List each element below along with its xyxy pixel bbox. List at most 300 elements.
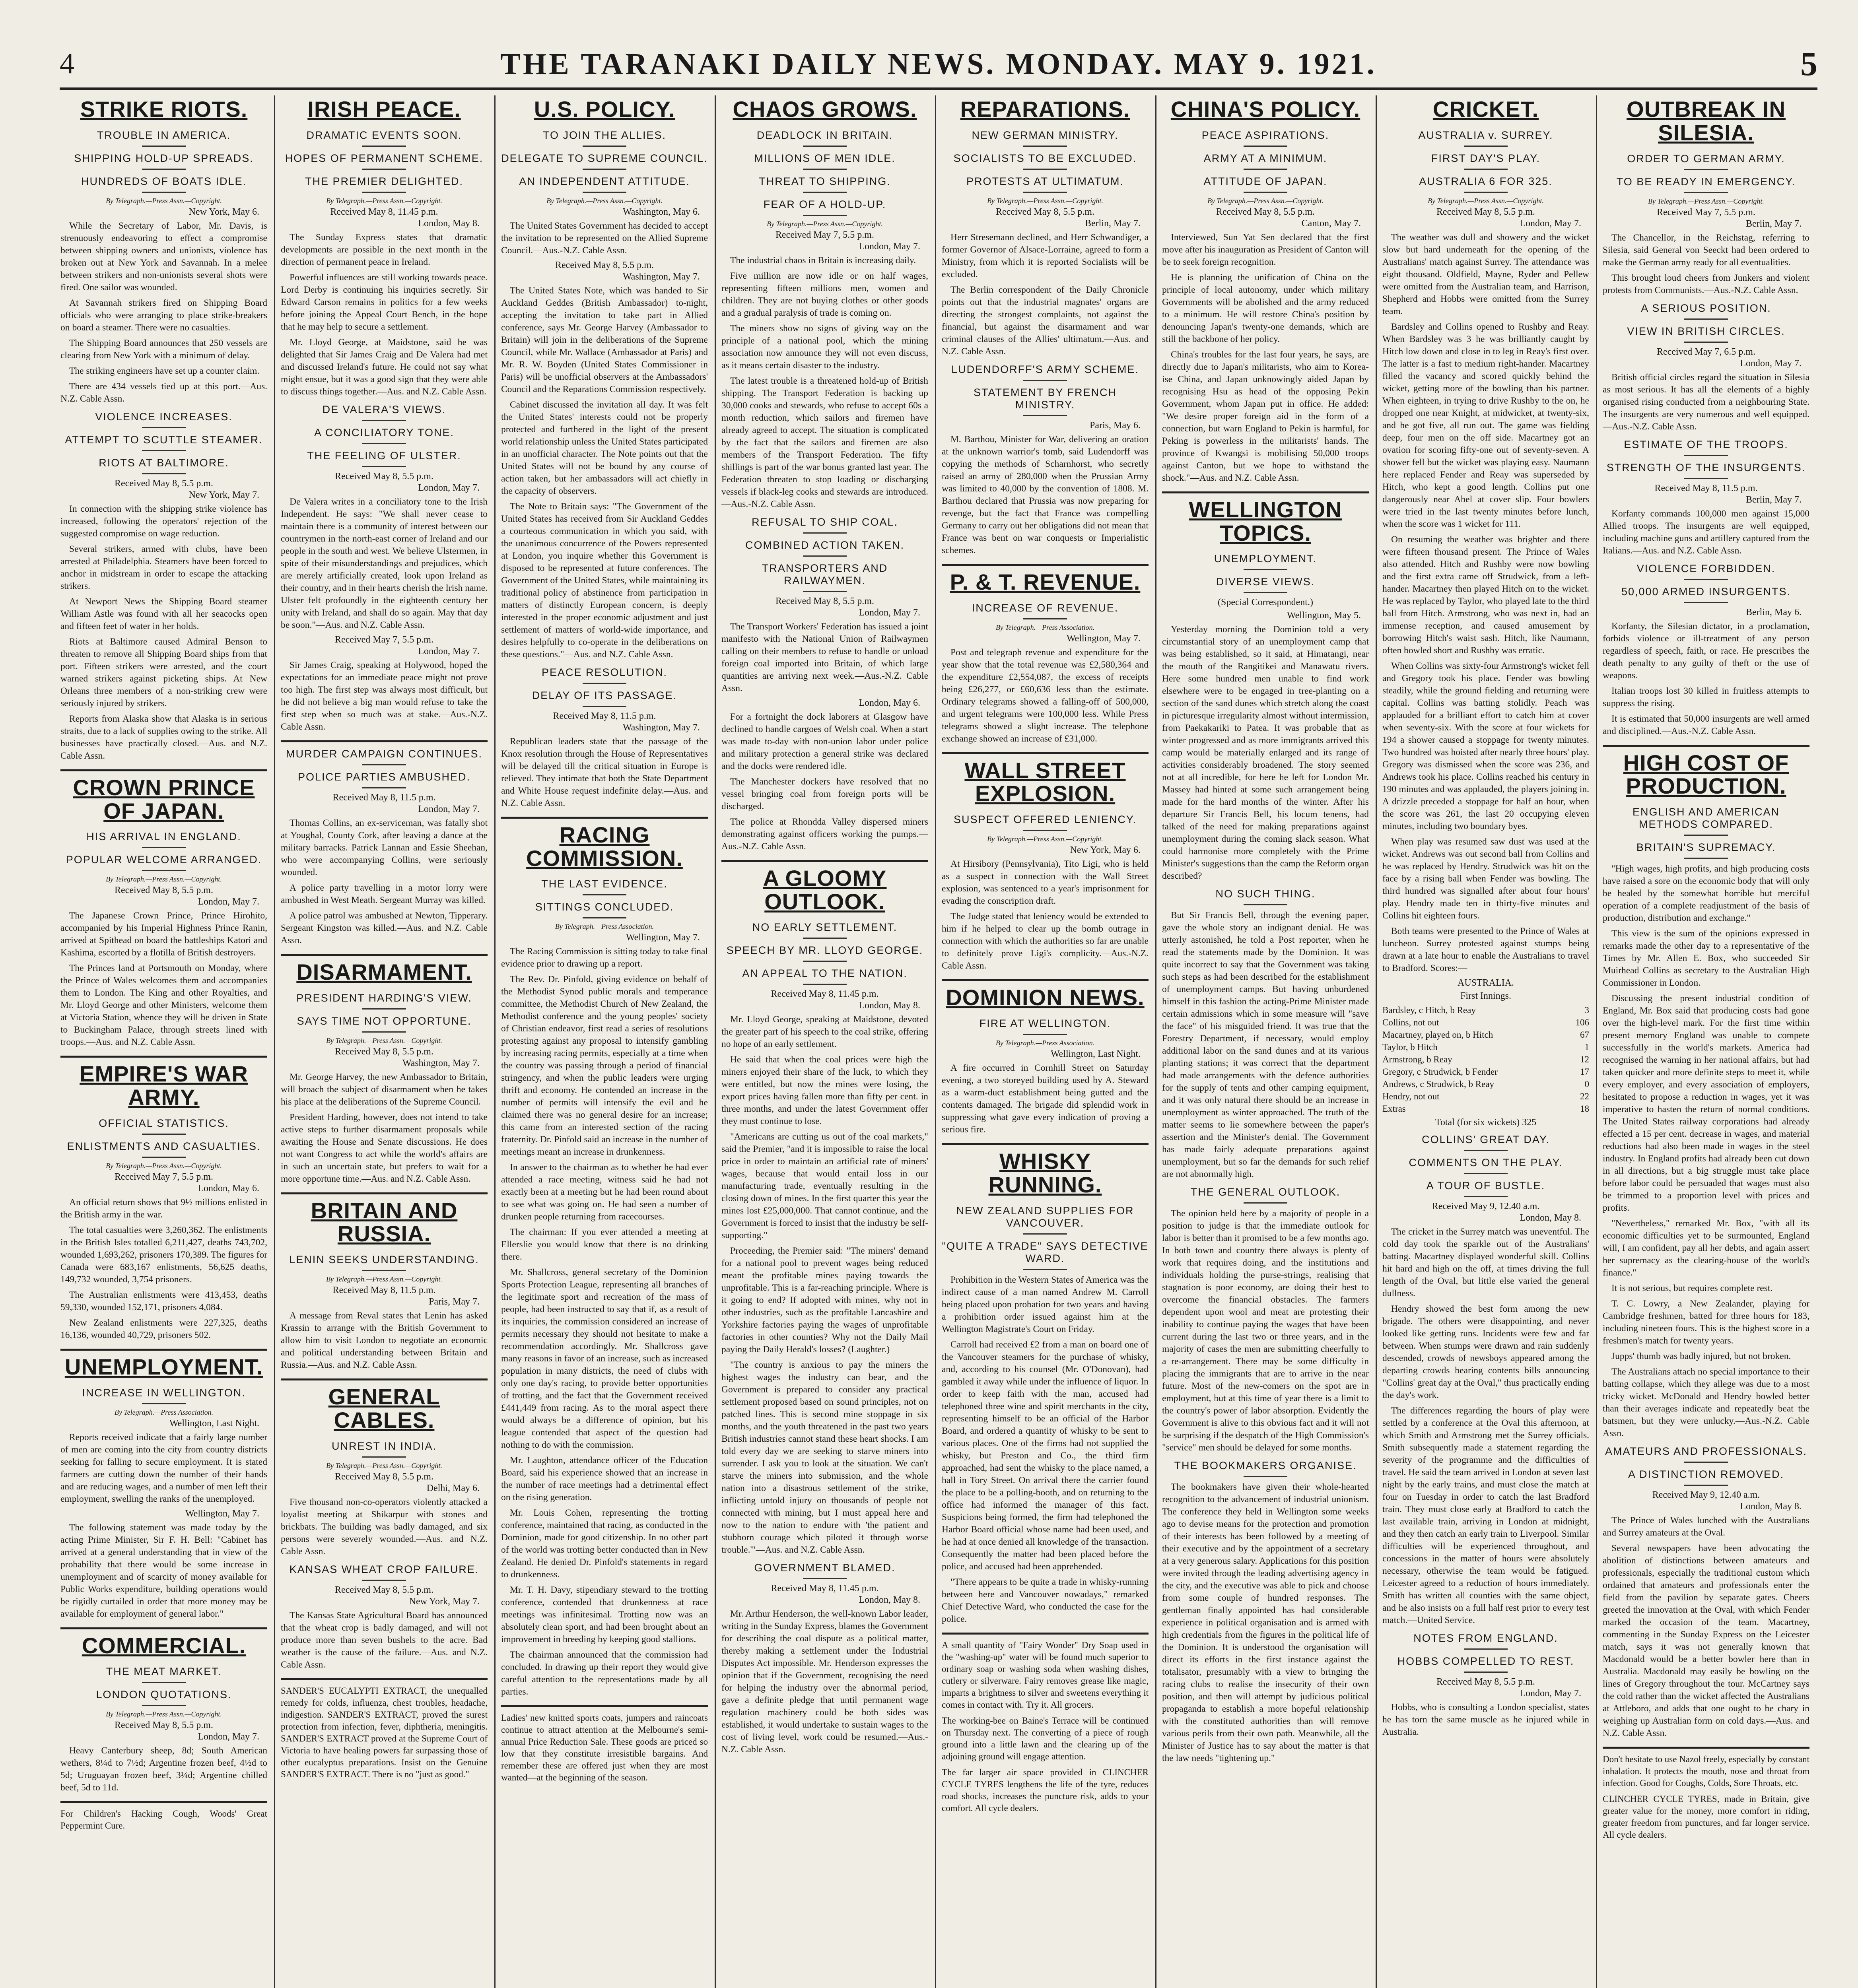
subheadline: FIRST DAY'S PLAY. [1431,152,1541,164]
short-rule [1464,1672,1508,1673]
paragraph: The Australians attach no special importance to their batting collapse, which they allege was due to a most tricky wicket. McDonald and Hendry bowled better than their averages indicate and repeatedly beat the batsmen, but they were unlucky.—Aus.-N.Z. Cable Assn. [1603,1367,1809,1439]
dateline-place: London, May 8. [859,1595,920,1606]
short-rule [362,1456,406,1458]
centered-line: First Innings. [1460,990,1511,1001]
dateline-received: Received May 9, 12.40 a.m. [1652,1490,1760,1501]
paragraph: China's troubles for the last four years, he says, are directly due to Japan's militarists, who aim to Korea-ise China, and Japan unknowingly aided Japan by recognising Hsu as head of the opposing Pekin Government, whom Japan put in office. He added: "We desire proper foreign aid in the form of a connection, but warn England to Pekin is harmful, for Peking is powerless in the militarists' hands. The province of Kwangsi is mobilising 50,000 troops against Canton, but we hope to withstand the shock."—Aus. and N.Z. Cable Assn. [1162,349,1369,483]
paragraph: A message from Reval states that Lenin has asked Krassin to arrange with the British Government to allow him to visit London to negotiate an economic and political understanding between Britain and Russia.—Aus. and N.Z. Cable Assn. [281,1310,488,1371]
paragraph: The police at Rhondda Valley dispersed miners demonstrating against officers working the pumps.—Aus.-N.Z. Cable Assn. [721,816,928,852]
dateline-place: Washington, May 7. [622,722,700,733]
advertisement: A small quantity of "Fairy Wonder" Dry Soap used in the "washing-up" water will be found much superior to ordinary soap or washing soda when washing dishes, cutlery or silverware. Fairy removes grease like magic, imparts a brightness to silver and sweetens everything it comes in contact with. Try it. All grocers. [942,1640,1149,1710]
dateline-place: London, May 7. [1520,218,1581,229]
short-rule [1023,1269,1067,1270]
dateline-place: Delhi, May 6. [426,1483,480,1493]
short-rule [1684,478,1728,479]
dateline-place: New York, May 6. [1070,845,1141,856]
section-rule [281,1678,488,1680]
dateline-received: Received May 8, 5.5 p.m. [1436,1676,1535,1687]
paragraph: The Sunday Express states that dramatic developments are possible in the next month in the direction of permanent peace in Ireland. [281,232,488,267]
short-rule [583,917,626,918]
subheadline: STRENGTH OF THE INSURGENTS. [1606,461,1806,474]
paragraph: Republican leaders state that the passage of the Knox resolution through the House of Representatives will be delayed till the critical situation in Europe is relieved. They intimate that both the State Department and White House request indefinite delay.—Aus. and N.Z. Cable Assn. [501,736,708,808]
paragraph: Several newspapers have been advocating the abolition of distinctions between amateurs and professionals, especially the traditional custom which ordained that amateurs and professionals enter the field from the pavilion by separate gates. Cheers greeted the innovation at the Oval, with which Fender marked the occasion of the team. Macartney, commenting in the Sunday Express on the Leicester match, says it was not generally known that Macdonald would be a better bowler here than in Australia. Macdonald may easily be bowling on the lines of Gregory throughout the tour. McCartney says the cold rather than the wicket affected the Australians at Attleboro, and adds that one ought to be chary in weighing up Australian form on cold days.—Aus. and N.Z. Cable Assn. [1603,1543,1809,1739]
paragraph: Riots at Baltimore caused Admiral Benson to threaten to remove all Shipping Board ships from that port. Fifteen strikers were arrested, and the court warned strikers against picketing ships. At New Orleans three members of a non-striking crew were seriously injured by strikers. [60,636,267,709]
subheadline: INCREASE OF REVENUE. [972,602,1119,614]
paragraph: "Nevertheless," remarked Mr. Box, "with all its economic difficulties yet to be surmounted, England will, I am confident, pay all her debts, and again assert her supremacy as the clearing-house of the world's finance." [1603,1218,1809,1278]
paragraph: The differences regarding the hours of play were settled by a conference at the Oval this afternoon, at which Smith and Armstrong met the Surrey officials. Smith subsequently made a statement regarding the severity of the programme and the difficulties of travel. He said the team arrived in London at seven last night by the early trains, and must close the match at four on Tuesday in order to catch the last Bradford train. They must close early at Bradford to catch the last available train, arriving in London at midnight, and they then catch an early train to Liverpool. Similar difficulties will be experienced throughout, and concessions in the matter of hours were absolutely necessary, otherwise the team would be fatigued. Leicester agreed to a reduction of hours immediately. Smith has written all counties with the same object, and he also insists on a full half rest prior to every test match.—United Service. [1382,1405,1589,1625]
byline: By Telegraph.—Press Assn.—Copyright. [546,196,663,205]
batsman: Andrews, c Strudwick, b Reay [1382,1079,1495,1089]
paragraph: An official return shows that 9½ millions enlisted in the British army in the war. [60,1197,267,1220]
subheadline: SUSPECT OFFERED LENIENCY. [953,813,1137,826]
advertisement: CLINCHER CYCLE TYRES, made in Britain, give greater value for the money, more comfort in riding, greater freedom from punctures, and far longer service. All cycle dealers. [1603,1794,1809,1840]
scorecard-row [1382,1103,1589,1115]
paragraph: President Harding, however, does not intend to take active steps to further disarmament proposals while awaiting the House and Senate discussions. He does not want Congress to act while the world's affairs are in such an uncertain state, but prefers to wait for a more opportune time.—Aus. and N.Z. Cable Assn. [281,1112,488,1184]
column-divider [715,95,716,1988]
subheadline: PEACE RESOLUTION. [541,666,668,678]
short-rule [1684,579,1728,580]
dateline-place: London, May 7. [198,897,259,907]
subheadline: NEW GERMAN MINISTRY. [972,129,1119,141]
section-rule [60,1801,267,1803]
short-rule [142,870,186,871]
paragraph: This view is the sum of the opinions expressed in remarks made the other day to a representative of the Times by Mr. Allen E. Box, who succeeded Sir Muirhead Collins as secretary to the Australian High Commissioner in London. [1603,928,1809,988]
column-divider [494,95,496,1988]
paragraph: Mr. Louis Cohen, representing the trotting conference, maintained that racing, as conducted in the Dominion, made for good citizenship. In no other part of the world was trotting better conducted than in New Zealand. He denied Dr. Pinfold's statements in regard to drunkenness. [501,1508,708,1580]
short-rule [1244,1476,1287,1477]
dateline-place: Washington, May 7. [622,271,700,282]
subheadline: ENGLISH AND AMERICAN METHODS COMPARED. [1632,806,1780,831]
column-divider [274,95,275,1988]
subheadline: THE PREMIER DELIGHTED. [305,175,464,187]
dateline-place: Berlin, May 7. [1746,218,1802,229]
paragraph: "The country is anxious to pay the miners the highest wages the industry can bear, and the Government is prepared to consider any practical settlement proposed based on sound principles, not on patched lines. This is second mine stoppage in six months, and the youth threatened in the past two years British industries cannot stand these heart shocks. I am told every day we are seeking to starve miners into surrender. I ask you to look at the situation. We can't starve the miners into submission, and the whole nation into a disastrous settlement of the strike, inflicting untold injury on thousands of people not connected with mining, but I must appeal here and now to the nation to endure with 'the patient and stubborn courage which piloted it through worse trouble.'"—Aus. and N.Z. Cable Assn. [721,1360,928,1555]
section-rule [281,954,488,956]
dateline-received: Received May 8, 5.5 p.m. [335,1046,433,1057]
byline: By Telegraph.—Press Assn.—Copyright. [1207,196,1324,205]
byline: By Telegraph.—Press Assn.—Copyright. [106,1710,222,1718]
paragraph: At Newport News the Shipping Board steamer William Astle was found with all her seacocks open and fifteen feet of water in her holds. [60,596,267,631]
short-rule [1023,830,1067,831]
dateline-place: Berlin, May 6. [1746,607,1802,617]
advertisement: The far larger air space provided in CLINCHER CYCLE TYRES lengthens the life of the tyre, reduces road shocks, increases the puncture risk, adds to your comfort. All cycle dealers. [942,1767,1149,1813]
dateline-received: Received May 8, 5.5 p.m. [115,1720,213,1730]
subheadline: PRESIDENT HARDING'S VIEW. [296,992,472,1004]
batsman: Macartney, played on, b Hitch [1382,1029,1493,1040]
short-rule [1464,146,1508,147]
short-rule [1684,1462,1728,1463]
subheadline: HOPES OF PERMANENT SCHEME. [285,152,484,164]
paragraph: Interviewed, Sun Yat Sen declared that the first move after his inauguration as President of Canton will be to seek foreign recognition. [1162,232,1369,267]
subheadline: THE FEELING OF ULSTER. [307,449,461,462]
paragraph: The opinion held here by a majority of people in a position to judge is that the immediate outlook for labor is better than it promised to be a few months ago. In both town and country there always is plenty of work that requires doing, and the institutions and individuals holding the purse-strings, realising that stagnation is poor economy, are doing their best to overcome the financial obstacles. The farmers dependent upon wool and meat are protesting their inability to continue paying the wages that have been current during the last two or three years, and in the majority of cases the men are submitting cheerfully to a re-arrangement. There may be some difficulty in placing the immigrants that are to arrive in the near future. Most of the new-comers on the spot are in employment, but at this time of year there is a limit to the country's power of labor absorption. Evidently the Government is alive to this obvious fact and it will not be surprising if the despatch of the High Commission's "service" men should be delayed for some months. [1162,1208,1369,1453]
paragraph: The Kansas State Agricultural Board has announced that the wheat crop is badly damaged, and will not produce more than seven bushels to the acre. Bad weather is the cause of the failure.—Aus. and N.Z. Cable Assn. [281,1610,488,1670]
dateline-place: Canton, May 7. [1301,218,1361,229]
short-rule [583,169,626,170]
dateline-place: London, May 6. [198,1183,259,1194]
paragraph: It is estimated that 50,000 insurgents are well armed and disciplined.—Aus.-N.Z. Cable Assn. [1603,713,1809,736]
section-rule [1162,491,1369,493]
dateline-received: Received May 8, 5.5 p.m. [335,1471,433,1482]
short-rule [1244,592,1287,593]
subheadline: ENLISTMENTS AND CASUALTIES. [67,1140,261,1152]
subheadline: DELEGATE TO SUPREME COUNCIL. [501,152,708,164]
paragraph: Mr. T. H. Davy, stipendiary steward to the trotting conference, contended that drunkenness at race meetings was infinitesimal. Trotting now was an absolutely clean sport, and had been brought about an improvement in breeding by keeping good stallions. [501,1585,708,1645]
subheadline: COMMENTS ON THE PLAY. [1409,1156,1563,1169]
headline: COMMERCIAL. [82,1633,246,1658]
paragraph: A police patrol was ambushed at Newton, Tipperary. Sergeant Kingston was killed.—Aus. and N.Z. Cable Assn. [281,910,488,945]
byline: By Telegraph.—Press Association. [995,1039,1095,1047]
batsman: Extras [1382,1103,1406,1114]
short-rule [1684,169,1728,170]
short-rule [1684,342,1728,343]
byline: By Telegraph.—Press Assn.—Copyright. [106,875,222,883]
short-rule [1023,415,1067,416]
subheadline: A DISTINCTION REMOVED. [1628,1468,1784,1481]
dateline-place: Washington, May 7. [402,1058,480,1068]
paragraph: The United States Government has decided to accept the invitation to be represented on the Allied Supreme Council.—Aus.-N.Z. Cable Assn. [501,220,708,256]
column-divider [935,95,936,1988]
paragraph: Korfanty, the Silesian dictator, in a proclamation, forbids violence or ill-treatment of any person regardless of speech, faith, or race. He prescribes the death penalty to any guilty of theft or the use of weapons. [1603,621,1809,681]
subheadline: THE LAST EVIDENCE. [541,878,668,890]
scorecard-row [1382,1029,1589,1041]
scorecard-row [1382,1041,1589,1053]
subheadline: THE GENERAL OUTLOOK. [1190,1186,1341,1198]
dateline-place: Wellington, Last Night. [1050,1048,1141,1059]
paragraph: Both teams were presented to the Prince of Wales at luncheon. Surrey protested against stumps being drawn at a late hour to enable the Australians to travel to Bradford. Scores:— [1382,926,1589,973]
scorecard-row [1382,1004,1589,1016]
short-rule [803,169,847,170]
short-rule [1684,192,1728,193]
dateline-received: Received May 8, 11.5 p.m. [1654,483,1758,493]
centered-line: (Special Correspondent.) [1218,597,1313,608]
paragraph: He is planning the unification of China on the principle of local autonomy, under which military Governments will be abolished and the army reduced to a minimum. He will restore China's position by denouncing Japan's twenty-one demands, which are still the backbone of her policy. [1162,272,1369,344]
subheadline: AN APPEAL TO THE NATION. [742,967,908,980]
subheadline: ESTIMATE OF THE TROOPS. [1624,438,1788,450]
paragraph: The Racing Commission is sitting today to take final evidence prior to drawing up a report. [501,946,708,969]
subheadline: "QUITE A TRADE" SAYS DETECTIVE WARD. [942,1240,1149,1264]
section-rule [942,1143,1149,1145]
subheadline: MURDER CAMPAIGN CONTINUES. [286,747,483,760]
short-rule [1464,1648,1508,1650]
dateline-received: Received May 8, 11.45 p.m. [771,1583,879,1594]
headline: WHISKY RUNNING. [988,1148,1102,1197]
subheadline: SITTINGS CONCLUDED. [535,901,674,913]
short-rule [1244,904,1287,905]
short-rule [583,894,626,895]
short-rule [803,192,847,193]
short-rule [1244,192,1287,193]
short-rule [1023,192,1067,193]
subheadline: VIEW IN BRITISH CIRCLES. [1627,325,1785,337]
subheadline: HUNDREDS OF BOATS IDLE. [81,175,247,187]
paragraph: At Savannah strikers fired on Shipping Board officials who were arranging to place strike-breakers on board a steamer. There were no casualties. [60,297,267,333]
subheadline: UNREST IN INDIA. [331,1440,437,1452]
paragraph: New Zealand enlistments were 227,325, deaths 16,136, wounded 40,729, prisoners 502. [60,1317,267,1340]
scorecard [1382,1004,1589,1115]
paragraph: Thomas Collins, an ex-serviceman, was fatally shot at Youghal, County Cork, after leaving a dance at the military barracks. Patrick Lannan and Essie Sheehan, who were accompanying Collins, were seriously wounded. [281,817,488,878]
paragraph: The miners show no signs of giving way on the principle of a national pool, which the mining association now announce they will not even discuss, as it means certain disaster to the industry. [721,323,928,371]
byline: By Telegraph.—Press Assn.—Copyright. [326,196,442,205]
subheadline: VIOLENCE FORBIDDEN. [1636,562,1776,575]
subheadline: DELAY OF ITS PASSAGE. [532,689,677,701]
subheadline: DRAMATIC EVENTS SOON. [306,129,462,141]
subheadline: KANSAS WHEAT CROP FAILURE. [289,1563,479,1575]
byline: By Telegraph.—Press Assn.—Copyright. [987,196,1103,205]
paragraph: The weather was dull and showery and the wicket slow but hard underneath for the opening of the Australians' match against Surrey. The attendance was eight thousand. Oldfield, Mayne, Ryder and Pellew were omitted from the Australian team, and Harrison, Shepherd and Hobbs were omitted from the Surrey team. [1382,232,1589,316]
section-rule [501,1705,708,1707]
paragraph: On resuming the weather was brighter and there were fifteen thousand present. The Prince of Wales also attended. Hitch and Rushby were now bowling and the first extra came off Strudwick, from a left-hander. Macartney then played Hitch on to the wicket. He was replaced by Taylor, who played late to the third ball from Hitch. Armstrong, who was next in, had an immense reception, and caused amusement by borrowing Hitch's waist sash. Hitch, like Naumann, often bowled short and Rushby was erratic. [1382,534,1589,656]
short-rule [1684,602,1728,603]
paragraph: Mr. Arthur Henderson, the well-known Labor leader, writing in the Sunday Express, blames the Government for describing the coal dispute as a political matter, thereby making a settlement under the Industrial Disputes Act impossible. Mr. Henderson expresses the opinion that if the Government, recognising the need for helping the industry over the abnormal period, gave a definite pledge that until permanent wage regulation machinery could be both sides was established, it would undertake to sustain wages to the cost of living level, work could be resumed.—Aus.-N.Z. Cable Assn. [721,1609,928,1755]
subheadline: FIRE AT WELLINGTON. [979,1017,1111,1029]
headline: GENERAL CABLES. [328,1384,440,1433]
byline: By Telegraph.—Press Assn.—Copyright. [106,1161,222,1170]
headline: DOMINION NEWS. [946,985,1145,1010]
paragraph: The chairman announced that the commission had concluded. In drawing up their report they would give careful attention to the representations made by all parties. [501,1650,708,1697]
short-rule [142,1682,186,1683]
byline: By Telegraph.—Press Association. [555,922,654,931]
paragraph: The Judge stated that leniency would be extended to him if he helped to clear up the bomb outrage in connection with which the authorities so far are unable to definitely prove Ligi's complicity.—Aus.-N.Z. Cable Assn. [942,911,1149,971]
page-number: 5 [1800,45,1817,83]
paragraph: The industrial chaos in Britain is increasing daily. [730,255,916,266]
subheadline: PEACE ASPIRATIONS. [1201,129,1329,141]
paragraph: "Americans are cutting us out of the coal markets," said the Premier, "and it is impossible to raise the local price in order to maintain an artificial rate of miners' wages, because that would entail loss in our manufacturing trade, eventually resulting in the closing down of mines. In the first quarter this year the mines lost £25,000,000. That cannot continue, and the Government is forced to insist that the industry be self-supporting." [721,1132,928,1241]
subheadline: THE MEAT MARKET. [106,1665,222,1677]
paragraph: But Sir Francis Bell, through the evening paper, gave the whole story an indignant denial. He was utterly astonished, he told a Post reporter, when he read the statements made by the Dominion. It was quite incorrect to say that the Government was taking such steps as had been described for the establishment of unemployment camps. But having unburdened himself in this fashion the acting-Prime Minister made certain admissions which in some measure will "save the face" of his misguided friend. It was true that the Forestry Department, if necessary, would employ additional labor on the sand dunes and at its various planting stations; it was correct that the department had made arrangements with the defence authorities for the supply of tents and other camping equipment, and it was only natural there should be an increase in unemployment as winter approached. The truth of the matter seems to lie somewhere between the paper's assertion and the Minister's denial. The Government has made fairly adequate preparations against unemployment, but so far the demands for such relief are not abnormally high. [1162,910,1369,1180]
subheadline: DE VALERA'S VIEWS. [322,403,446,415]
batsman: Armstrong, b Reay [1382,1054,1452,1064]
paragraph: The latest trouble is a threatened hold-up of British shipping. The Transport Federation is backing up 30,000 cooks and stewards, who refuse to accept 60s a month reduction, which sailors and firemen have already agreed to accept. The situation is complicated by the fact that the sailors and firemen are also members of the Transport Federation. The fifty shillings is part of the war bonus granted last year. The Federation threaten to stop loading or discharging vessels if black-leg cooks and stewards are introduced.—Aus.-N.Z. Cable Assn. [721,375,928,509]
paragraph: The chairman: If you ever attended a meeting at Ellerslie you would know that there is no drinking there. [501,1227,708,1262]
short-rule [362,443,406,444]
subheadline: NO SUCH THING. [1215,888,1316,900]
subheadline: THREAT TO SHIPPING. [759,175,891,187]
paragraph: Hendry showed the best form among the new brigade. The others were disappointing, and never looked like getting runs. Incidents were few and far between. When stumps were drawn and rain suddenly descended, crowds of newsboys appeared among the departing crowds bearing contents bills announcing "Collins' great day at the Oval," thus practically ending the day's work. [1382,1303,1589,1400]
paragraph: M. Barthou, Minister for War, delivering an oration at the unknown warrior's tomb, said Ludendorff was copying the methods of Scharnhorst, who secretly raised an army of 280,000 when the Prussian Army was limited to 40,000 by the convention of 1808. M. Barthou declared that Prussia was now preparing for revenge, but the fact that France was compelling Germany to carry out her obligations did not mean that France was bent on war conquests or Imperialistic schemes. [942,434,1149,555]
dateline-place: Berlin, May 7. [1085,218,1141,229]
dateline-place: London, May 7. [418,646,480,656]
dateline-received: Received May 8, 5.5 p.m. [335,1584,433,1595]
paragraph: This brought loud cheers from Junkers and violent protests from Communists.—Aus.-N.Z. Cable Assn. [1603,272,1809,295]
short-rule [1244,569,1287,570]
dateline-place: London, May 8. [1740,1501,1802,1512]
short-rule [142,847,186,848]
column-divider [1155,95,1156,1988]
short-rule [362,1580,406,1581]
subheadline: VIOLENCE INCREASES. [95,410,233,423]
paragraph: Proceeding, the Premier said: "The miners' demand for a national pool to prevent wages being reduced meant the profitable mines paying towards the unprofitable. This is a far-reaching principle. Where is it going to end? If adopted with mines, why not in other industries, such as the profitable Lancashire and Yorkshire factories paying the wages of unprofitable factories in other counties? Why not the Daily Mail paying the Daily Herald's losses? (Laughter.) [721,1246,928,1355]
paragraph: Hobbs, who is consulting a London specialist, states he has torn the same muscle as he injured while in Australia. [1382,1702,1589,1737]
paragraph: Herr Stresemann declined, and Herr Schwandiger, a former Governor of Alsace-Lorraine, agreed to form a Ministry, from which it is reported Socialists will be excluded. [942,232,1149,280]
short-rule [362,764,406,765]
subheadline: ATTEMPT TO SCUTTLE STEAMER. [65,433,263,446]
subheadline: AMATEURS AND PROFESSIONALS. [1605,1445,1807,1458]
column-5 [942,95,1149,1988]
dateline-place: London, May 6. [859,697,920,708]
paragraph: The bookmakers have given their whole-hearted recognition to the advancement of industrial unionism. The conference they held in Wellington some weeks ago to devise means for the protection and promotion of their interests has been followed by a meeting of their executive and by the appointment of a secretary at a very generous salary. Applications for this position were invited through the leading advertising agency in the city, and the executive was able to pick and choose from some couple of hundred responses. The gentleman finally appointed has had considerable experience in political organisation and is armed with high credentials from the figures in the political life of the Dominion. It is understood the organisation will direct its efforts in the first instance against the totalisator, presumably with a view to bringing the racing clubs to realise the insecurity of their own position, and then will attempt by judicious political propaganda to establish a more hopeful relationship with the constituted authorities than will remove various perils from their own path. Meanwhile, all the Minister of Justice has to say about the matter is that the law needs "tightening up." [1162,1482,1369,1764]
short-rule [1464,1150,1508,1151]
short-rule [583,192,626,193]
dateline-received: Received May 8, 11.5 p.m. [553,711,656,721]
section-rule [942,752,1149,754]
paragraph: British official circles regard the situation in Silesia as most serious. It has all the elements of a highly organised rising conducted from a neighbouring State. The insurgents are very numerous and well equipped.—Aus.-N.Z. Cable Assn. [1603,372,1809,432]
dateline-received: Received May 7, 6.5 p.m. [1657,346,1755,357]
paragraph: The cricket in the Surrey match was uneventful. The cold day took the sparkle out of the Australians' batting. Macartney displayed wonderful skill. Collins hit hard and high on the off, at times driving the full length of the Oval, but little else varied the general dullness. [1382,1226,1589,1299]
dateline-place: London, May 8. [418,218,480,229]
dateline-place: London, May 7. [859,607,920,618]
dateline-place: London, May 8. [859,1000,920,1011]
dateline-place: Berlin, May 7. [1746,494,1802,505]
advertisement: Don't hesitate to use Nazol freely, especially by constant inhalation. It protects the mouth, nose and throat from infection. Good for Coughs, Colds, Sore Throats, etc. [1603,1754,1809,1788]
paragraph: Italian troops lost 30 killed in fruitless attempts to suppress the rising. [1603,685,1809,709]
paragraph: Cabinet discussed the invitation all day. It was felt the United States' interests could not be properly protected and furthered in the light of the present world relationship unless the United States participated in an unofficial character. The Note points out that the United States will not be bound by any course of action taken, but her ambassadors will act chiefly in the capacity of observers. [501,399,708,496]
short-rule [1684,455,1728,456]
byline: By Telegraph.—Press Assn.—Copyright. [326,1461,442,1470]
byline: By Telegraph.—Press Assn.—Copyright. [1428,196,1544,205]
column-8 [1603,95,1809,1988]
paragraph: De Valera writes in a conciliatory tone to the Irish Independent. He says: "We shall never cease to maintain there is a community of interest between our countrymen in the north-east corner of Ireland and our people in the south and west. We believe Ulstermen, in spite of their misunderstandings and prejudices, which are merely artificially created, look upon Ireland as their country, and in their hearts cherish the Irish name. Ulster felt profoundly in the eighteenth century her unity with Ireland, and shall do so again. May that day be soon."—Aus. and N.Z. Cable Assn. [281,496,488,630]
dateline-place: London, May 7. [418,482,480,493]
subheadline: SPEECH BY MR. LLOYD GEORGE. [726,944,923,957]
paragraph: The Berlin correspondent of the Daily Chronicle points out that the industrial magnates' organs are directing the strongest complaints, not against the financial, but against the disarmament and war criminal clauses of the Allies' ultimatum.—Aus. and N.Z. Cable Assn. [942,284,1149,357]
short-rule [362,787,406,788]
paragraph: Prohibition in the Western States of America was the indirect cause of a man named Andrew M. Carroll being placed upon probation for two years and having a prohibition order issued against him at the Wellington Magistrate's Court on Friday. [942,1274,1149,1334]
short-rule [362,1031,406,1033]
paragraph: Reports received indicate that a fairly large number of men are coming into the city from country districts seeking for falling to secure employment. It is stated farmers are cutting down the number of their hands and are reducing wages, and a number of men left their employment, swelling the ranks of the unemployed. [60,1432,267,1504]
dateline-place: New York, May 7. [409,1596,480,1607]
subheadline: DEADLOCK IN BRITAIN. [756,129,893,141]
section-rule [281,740,488,742]
short-rule [142,1157,186,1158]
subheadline: REFUSAL TO SHIP COAL. [751,516,898,528]
short-rule [362,146,406,147]
dateline-place: Paris, May 7. [429,1297,480,1307]
paragraph: The total casualties were 3,260,362. The enlistments in the British Isles totalled 6,211,427, deaths 743,702, wounded 1,693,262, prisoners 170,389. The figures for Canada were 683,167 enlistments, 56,625 deaths, 149,732 wounded, 3,754 prisoners. [60,1225,267,1285]
dateline-place: London, May 7. [198,1731,259,1742]
scorecard-row [1382,1078,1589,1090]
scorecard-row [1382,1053,1589,1066]
subheadline: COLLINS' GREAT DAY. [1422,1133,1550,1145]
short-rule [1244,169,1287,170]
paragraph: The Chancellor, in the Reichstag, referring to Silesia, said General von Seeckt had been ordered to make the German army ready for all eventualities. [1603,232,1809,268]
subheadline: SHIPPING HOLD-UP SPREADS. [74,152,254,164]
short-rule [1684,1485,1728,1486]
runs: 0 [1584,1079,1589,1089]
short-rule [583,706,626,707]
paragraph: The striking engineers have set up a counter claim. [69,365,260,376]
paragraph: Yesterday morning the Dominion told a very circumstantial story of an unemployment camp that was being established, so it said, at Himatangi, near the mouth of the Rangitikei and Manawatu rivers. Here some hundred men unable to find work elsewhere were to be engaged in tree-planting on a section of the sand dunes which stretch along the coast in picturesque irregularity almost without intermission, from Paekakariki to Patea. It was probable that as winter progressed and as more immigrants arrived this camp would be materially enlarged and its range of activities considerably broadened. The story seemed not at all incredible, for here he left for London Mr. Massey had hinted at some such arrangement being made for the hard months of the winter. After his departure Sir Francis Bell, his locum tenens, had talked of the need for making preparations against unemployment during the coming slack season. What could harmonise more completely with the Prime Minister's suggestions than the camp the Reform organ described? [1162,624,1369,881]
paragraph: Carroll had received £2 from a man on board one of the Vancouver steamers for the purchase of whisky, and, according to his counsel (Mr. O'Donovan), had gambled it away while under the influence of liquor. In order to keep faith with the man, accused had telephoned three wine and spirit merchants in the city, representing himself to be an official of the Harbor Board, and ordered a quantity of whisky to be sent to various places. One of the firms had not supplied the whisky, but Preston and Co., the third firm approached, had sent the whisky to the place named, a hall in Tory Street. On arrival there the carrier found the place to be a polling-booth, and on returning to the office had informed the manager of this fact. Suspicions being formed, the firm had telephoned the Harbor Board official whose name had been used, and he had at once denied all knowledge of the transaction. Consequently the matter had been placed before the police, and accused had been apprehended. [942,1339,1149,1572]
column-4 [721,95,928,1988]
byline: By Telegraph.—Press Assn.—Copyright. [106,196,222,205]
section-rule [281,1192,488,1194]
short-rule [803,938,847,939]
dateline-received: Received May 7, 5.5 p.m. [775,229,874,240]
paragraph: A police party travelling in a motor lorry were ambushed in West Meath. Sergeant Murray was killed. [281,882,488,905]
paragraph: Mr. Lloyd George, speaking at Maidstone, devoted the greater part of his speech to the coal strike, offering no hope of an early settlement. [721,1014,928,1050]
paragraph: Several strikers, armed with clubs, have been arrested at Philadelphia. Steamers have been forced to anchor in midstream in order to escape the attacking strikers. [60,544,267,591]
paragraph: Mr. George Harvey, the new Ambassador to Britain, will broach the subject of disarmament when he takes his place at the deliberations of the Supreme Council. [281,1072,488,1107]
paragraph: While the Secretary of Labor, Mr. Davis, is strenuously endeavoring to effect a compromise between shipping owners and unionists, violence has broken out at New York and Savannah. In a melee between strikers and non-unionists several shots were fired. One sailor was wounded. [60,220,267,293]
dateline-place: New York, May 6. [189,206,259,217]
dateline-received: Received May 8, 5.5 p.m. [996,206,1094,217]
centered-line: Total (for six wickets) 325 [1435,1117,1537,1128]
subheadline: SAYS TIME NOT OPPORTUNE. [297,1015,472,1027]
headline: U.S. POLICY. [534,97,675,122]
dateline-place: Washington, May 6. [622,206,700,217]
section-rule [60,1349,267,1351]
short-rule [803,1578,847,1579]
paragraph: When play was resumed saw dust was used at the wicket. Andrews was out second ball from Collins and he was replaced by Hendry. Strudwick was hit on the face by a rising ball when Fender was bowling. The third hundred was signalled after about four hours' play. Hendry made ten in thirty-five minutes and Collins hit eighteen fours. [1382,836,1589,921]
section-rule [60,1627,267,1629]
column-1 [60,95,267,1988]
headline: OUTBREAK IN SILESIA. [1627,97,1786,145]
short-rule [1023,380,1067,381]
dateline-received: Received May 8, 11.45 p.m. [330,206,438,217]
subheadline: TRANSPORTERS AND RAILWAYMEN. [762,562,888,586]
headline: UNEMPLOYMENT. [64,1354,263,1379]
subheadline: TO BE READY IN EMERGENCY. [1616,175,1796,188]
headline: STRIKE RIOTS. [80,97,248,122]
subheadline: PROTESTS AT ULTIMATUM. [966,175,1124,187]
subheadline: POPULAR WELCOME ARRANGED. [66,854,262,866]
paragraph: The Transport Workers' Federation has issued a joint manifesto with the National Union of Railwaymen calling on their members to refuse to handle or unload foreign coal imported into Britain, of which large quantities are arriving next week.—Aus.-N.Z. Cable Assn. [721,621,928,693]
dateline-place: Wellington, Last Night. [169,1418,259,1429]
column-2 [281,95,488,1988]
subheadline: BRITAIN'S SUPREMACY. [1636,841,1776,854]
short-rule [1023,146,1067,147]
runs: 106 [1575,1017,1589,1027]
subheadline: UNEMPLOYMENT. [1214,553,1317,565]
headline: WALL STREET EXPLOSION. [964,757,1126,806]
short-rule [142,146,186,147]
dateline-place: London, May 8. [1520,1212,1581,1223]
short-rule [803,984,847,985]
subheadline: ORDER TO GERMAN ARMY. [1627,152,1785,165]
section-rule [1603,1747,1809,1749]
paragraph: "High wages, high profits, and high producing costs have raised a sore on the economic body that will only be healed by the somewhat horrible but merciful operation of a complete readjustment of the basis of production, distribution and exchange." [1603,864,1809,924]
dateline-place: London, May 7. [1520,1688,1581,1699]
subheadline: A SERIOUS POSITION. [1641,302,1771,314]
subheadline: NOTES FROM ENGLAND. [1413,1632,1558,1644]
dateline-place: London, May 7. [1740,358,1802,369]
short-rule [803,532,847,534]
subheadline: LONDON QUOTATIONS. [96,1688,232,1701]
short-rule [362,466,406,467]
dateline-received: Received May 8, 11.45 p.m. [771,989,879,1000]
headline: HIGH COST OF PRODUCTION. [1623,750,1789,799]
batsman: Taylor, b Hitch [1382,1042,1438,1052]
paragraph: The following statement was made today by the acting Prime Minister, Sir F. H. Bell: "Cabinet has arrived at a general understanding that in view of the probability that there would be some increase in unemployment and of scarcity of money available for Public Works expenditure, building operations would be rigidly curtailed in order that more money may be available for employment of general labor." [60,1522,267,1619]
short-rule [1464,1173,1508,1174]
paragraph: The Note to Britain says: "The Government of the United States has received from Sir Auckland Geddes a courteous communication in which you said, with the unanimous concurrence of the Powers represented at London, you inquire whether this Government is disposed to be represented at future conferences. The Government of the United States, while maintaining its traditional policy of abstinence from participation in matters of distinctly European concern, is deeply interested in the proper economic adjustment and just settlement of matters of world-wide importance, and desires helpfully to co-operate in the deliberations on these questions."—Aus. and N.Z. Cable Assn. [501,501,708,660]
scorecard-row [1382,1016,1589,1029]
section-rule [1603,745,1809,747]
short-rule [1464,1196,1508,1197]
dateline-received: Received May 8, 5.5 p.m. [115,885,213,896]
short-rule [803,591,847,592]
scorecard-row [1382,1066,1589,1078]
column-divider [1376,95,1377,1988]
subheadline: THE BOOKMAKERS ORGANISE. [1174,1460,1357,1472]
batsman: Hendry, not out [1382,1091,1440,1101]
short-rule [142,192,186,193]
subheadline: NEW ZEALAND SUPPLIES FOR VANCOUVER. [956,1204,1134,1229]
column-divider [1596,95,1597,1988]
subheadline: MILLIONS OF MEN IDLE. [754,152,896,164]
paragraph: In answer to the chairman as to whether he had ever attended a race meeting, witness said he had not exactly been at a meeting but he had been round about to see what was going on. He had seen a number of drunken people returning from racecourses. [501,1162,708,1222]
